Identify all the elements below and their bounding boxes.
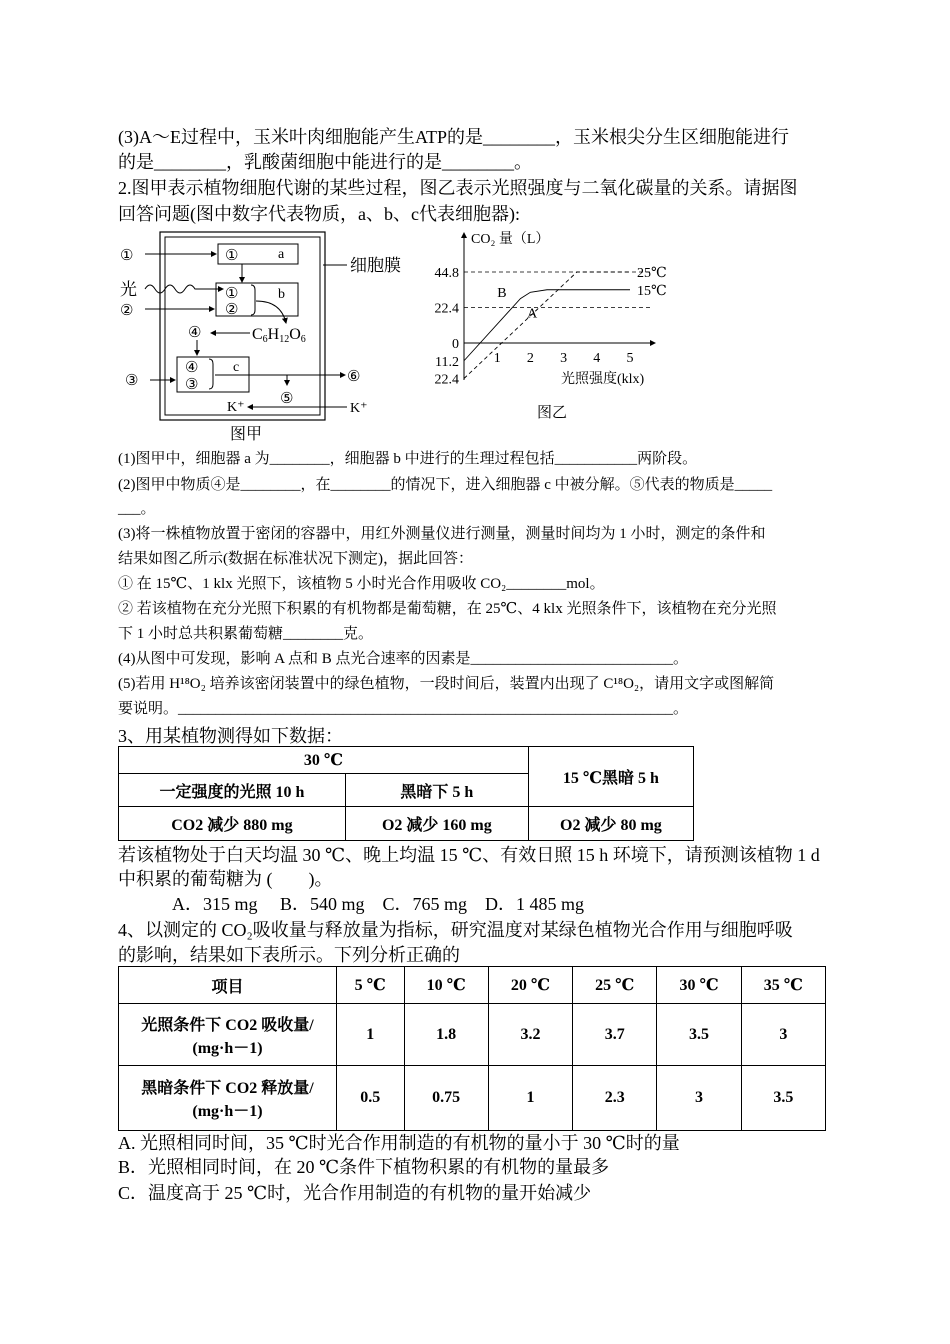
svg-text:③: ③ [185, 377, 199, 393]
text-line: 回答问题(图中数字代表物质，a、b、c代表细胞器): [118, 204, 520, 224]
figure-a-caption: 图甲 [230, 426, 263, 443]
table-header: 5 ℃ [337, 967, 405, 1004]
svg-text:⑥: ⑥ [347, 369, 361, 385]
figure-a-diagram [115, 225, 415, 445]
x-tick-label: 1 [493, 351, 501, 366]
text-line: (1)图甲中，细胞器 a 为________，细胞器 b 中进行的生理过程包括___________两阶段。 [118, 451, 698, 467]
glucose-label: C6H12O6 [252, 326, 306, 345]
row-label: 黑暗条件下 CO2 释放量/ (mg·h－1) [119, 1066, 337, 1131]
table-cell: 0.75 [404, 1066, 488, 1131]
table-cell: 3.2 [488, 1004, 572, 1066]
svg-text:②: ② [120, 303, 134, 319]
svg-text:③: ③ [125, 373, 139, 389]
table-cell: 3.5 [657, 1004, 741, 1066]
text-line: (5)若用 H¹⁸O₂ 培养该密闭装置中的绿色植物，一段时间后，装置内出现了 C¹⁸O₂，请用文字或图解简 [118, 676, 775, 692]
series-line-25c [464, 272, 630, 379]
figure-b-caption: 图乙 [537, 405, 568, 421]
text-line: (3)A～E过程中，玉米叶肉细胞能产生ATP的是________，玉米根尖分生区细胞能进行 [118, 127, 789, 147]
svg-text:①: ① [225, 248, 239, 264]
table-cell: 1 [337, 1004, 405, 1066]
y-tick-label: 22.4 [434, 301, 459, 317]
table-cell: CO2 减少 880 mg [119, 807, 346, 841]
y-tick-label: 0 [452, 337, 459, 352]
text-line: (3)将一株植物放置于密闭的容器中，用红外测量仪进行测量，测量时间均为 1 小时，测定的条件和 [118, 526, 766, 542]
text-line: ② 若该植物在充分光照下积累的有机物都是葡萄糖，在 25℃、4 klx 光照条件下，该植物在充分光照 [118, 601, 777, 617]
text-line: 4、以测定的 CO₂吸收量与释放量为指标，研究温度对某绿色植物光合作用与细胞呼吸 [118, 920, 793, 940]
text-line: 若该植物处于白天均温 30 ℃、晚上均温 15 ℃、有效日照 15 h 环境下，请预测该植物 1 d [118, 845, 820, 865]
text-line: 的影响，结果如下表所示。下列分析正确的 [118, 945, 460, 965]
organelle-c-label: c [233, 360, 240, 375]
x-tick-label: 4 [593, 351, 601, 366]
table-cell: 0.5 [337, 1066, 405, 1131]
svg-text:②: ② [225, 302, 239, 318]
point-label-b: B [497, 286, 507, 302]
y-tick-label: 11.2 [435, 354, 459, 370]
y-axis-label: CO₂ 量（L） [471, 232, 550, 247]
row-label: 光照条件下 CO2 吸收量/ (mg·h－1) [119, 1004, 337, 1066]
svg-text:K⁺: K⁺ [350, 401, 368, 416]
text-line: 下 1 小时总共积累葡萄糖________克。 [118, 626, 374, 642]
text-line: ___。 [118, 501, 156, 517]
table-cell: 3.7 [573, 1004, 657, 1066]
light-label: 光 [120, 280, 137, 299]
option-b: B．光照相同时间，在 20 ℃条件下植物积累的有机物的量最多 [118, 1157, 610, 1177]
text-line: 要说明。__________________________________________________________________。 [118, 701, 689, 717]
x-tick-label: 2 [526, 351, 534, 366]
option-c: C．温度高于 25 ℃时，光合作用制造的有机物的量开始减少 [118, 1183, 592, 1203]
svg-text:K⁺: K⁺ [227, 400, 245, 415]
table-header: 项目 [119, 967, 337, 1004]
table-cell: 1 [488, 1066, 572, 1131]
data-table-1 [118, 746, 694, 841]
table-header: 30 ℃ [657, 967, 741, 1004]
organelle-b-label: b [278, 287, 285, 302]
data-table-2 [118, 966, 826, 1131]
table-header: 35 ℃ [741, 967, 825, 1004]
text-line: 结果如图乙所示(数据在标准状况下测定)，据此回答： [118, 551, 473, 567]
x-tick-label: 3 [560, 351, 568, 366]
y-tick-label: 22.4 [434, 372, 459, 388]
membrane-label: 细胞膜 [350, 256, 401, 275]
table-header: 10 ℃ [404, 967, 488, 1004]
point-label-a: A [527, 306, 538, 322]
text-line: 中积累的葡萄糖为 ( )。 [118, 869, 333, 889]
table-cell: O2 减少 160 mg [345, 807, 528, 841]
text-line: (2)图甲中物质④是________，在________的情况下，进入细胞器 c 中被分解。⑤代表的物质是_____ [118, 477, 773, 493]
table-header: 30 ℃ [119, 747, 529, 774]
table-header: 一定强度的光照 10 h [119, 774, 346, 807]
table-header: 黑暗下 5 h [345, 774, 528, 807]
text-line: (4)从图中可发现，影响 A 点和 B 点光合速率的因素是___________________________。 [118, 651, 689, 667]
table-cell: 3 [741, 1004, 825, 1066]
table-header: 15 ℃黑暗 5 h [528, 747, 693, 807]
option-a: A. 光照相同时间，35 ℃时光合作用制造的有机物的量小于 30 ℃时的量 [118, 1133, 680, 1153]
text-line: 的是________，乳酸菌细胞中能进行的是________。 [118, 152, 532, 172]
svg-text:④: ④ [188, 325, 202, 341]
table-cell: 1.8 [404, 1004, 488, 1066]
text-line: 3、用某植物测得如下数据： [118, 726, 343, 746]
figure-b-chart [415, 225, 695, 425]
text-line: 2.图甲表示植物细胞代谢的某些过程，图乙表示光照强度与二氧化碳量的关系。请据图 [118, 178, 798, 198]
legend-label: 25℃ [637, 266, 667, 281]
svg-text:⑤: ⑤ [280, 391, 294, 407]
svg-text:④: ④ [185, 360, 199, 376]
answer-options: A．315 mg B．540 mg C．765 mg D．1 485 mg [172, 894, 585, 914]
table-row [119, 1004, 826, 1066]
legend-label: 15℃ [637, 283, 667, 299]
y-tick-label: 44.8 [434, 266, 459, 281]
x-axis-label: 光照强度(klx) [561, 372, 645, 387]
table-header: 20 ℃ [488, 967, 572, 1004]
text-line: ① 在 15℃、1 klx 光照下，该植物 5 小时光合作用吸收 CO₂________mol。 [118, 576, 605, 592]
svg-text:①: ① [120, 248, 134, 264]
table-cell: 3 [657, 1066, 741, 1131]
organelle-a-label: a [278, 247, 285, 262]
table-header: 25 ℃ [573, 967, 657, 1004]
table-row [119, 1066, 826, 1131]
table-cell: 2.3 [573, 1066, 657, 1131]
table-cell: 3.5 [741, 1066, 825, 1131]
table-cell: O2 减少 80 mg [528, 807, 693, 841]
x-tick-label: 5 [626, 351, 634, 366]
svg-text:①: ① [225, 286, 239, 302]
